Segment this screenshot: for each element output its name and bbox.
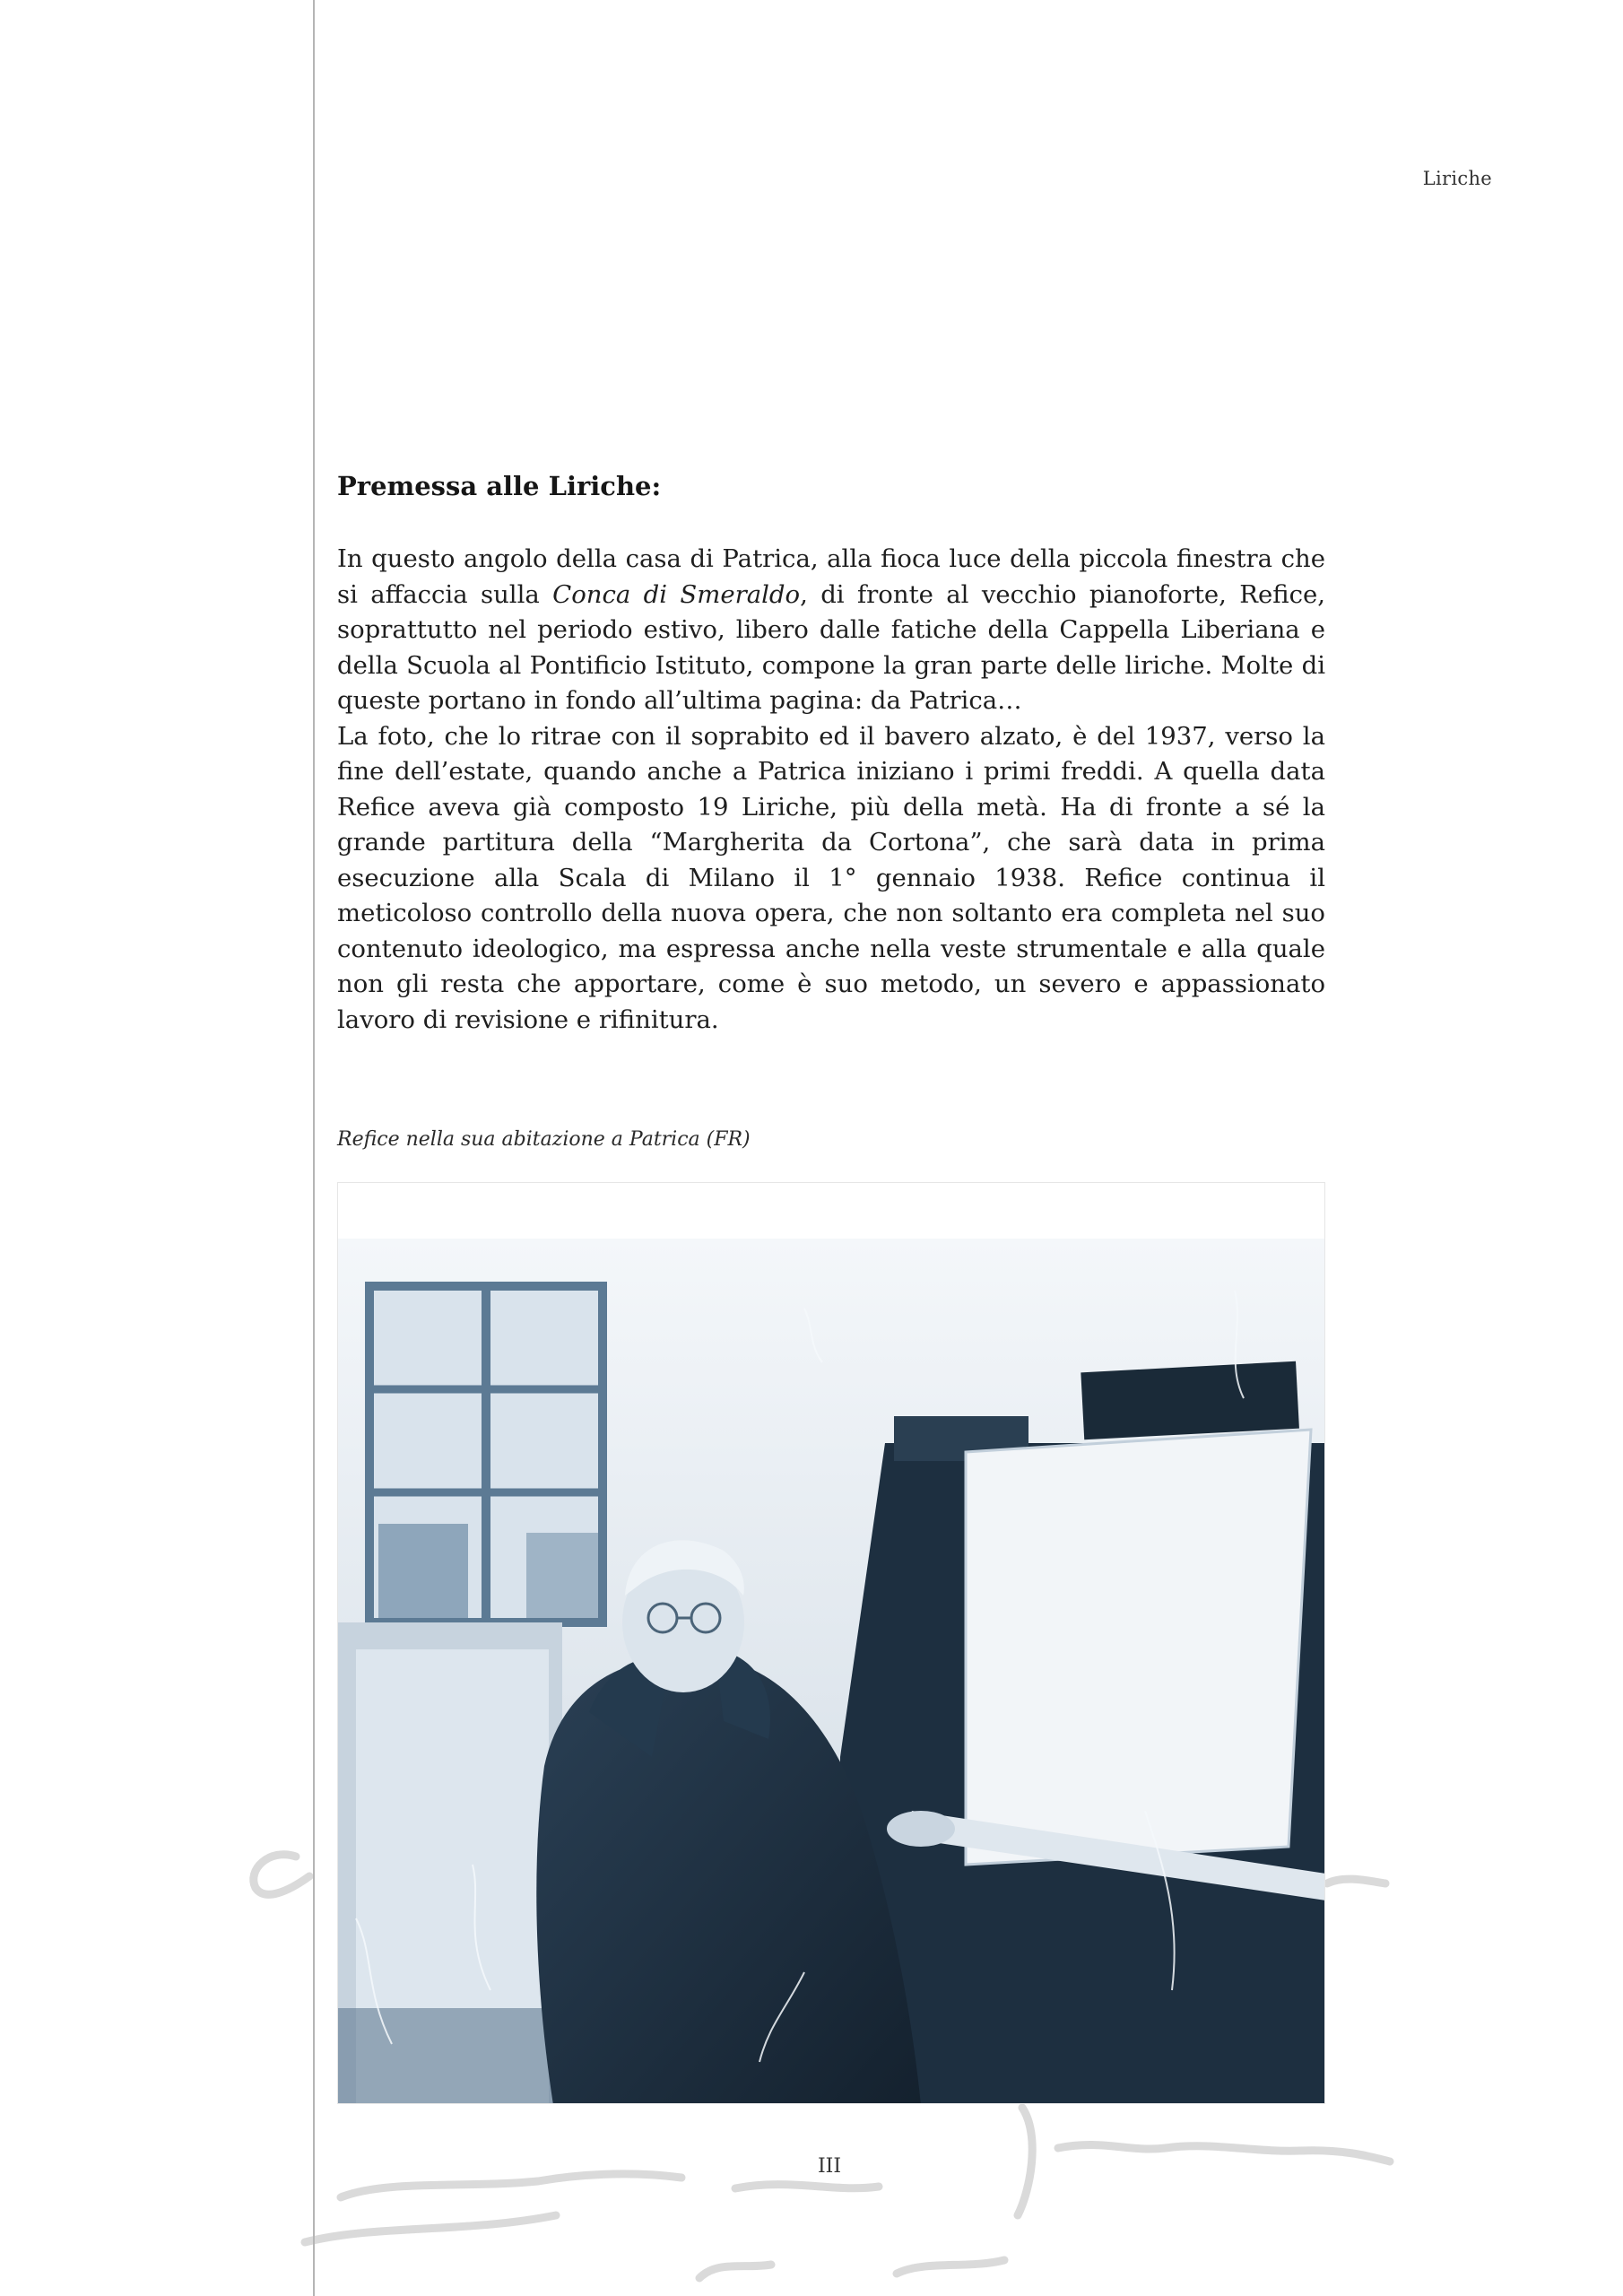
figure-caption: Refice nella sua abitazione a Patrica (FR): [337, 1128, 751, 1151]
page-number: III: [817, 2155, 842, 2178]
running-head: Liriche: [1422, 168, 1492, 189]
photo-refice-at-piano: [337, 1182, 1325, 2104]
paragraph-2: La foto, che lo ritrae con il soprabito ed il bavero alzato, è del 1937, verso la fine dell’estate, quando anche a Patrica iniziano i primi freddi. A quella data Refice aveva già composto 19 Liriche, più della metà. Ha di fronte a sé la grande partitura della “Margherita da Cortona”, che sarà data in prima esecuzione alla Scala di Milano il 1° gennaio 1938. Refice continua il meticoloso controllo della nuova opera, che non soltanto era completa nel suo contenuto ideologico, ma espressa anche nella veste strumentale e alla quale non gli resta che apportare, come è suo metodo, un severo e appassionato lavoro di revisione e rifinitura.: [337, 721, 1325, 1034]
paragraph-1-start: In questo angolo della casa di Patrica, alla fioca luce della piccola finestra che si affaccia sulla: [337, 544, 1325, 609]
photo-illustration: [338, 1183, 1325, 2104]
paragraph-1: [337, 542, 1325, 719]
section-title: Premessa alle Liriche:: [337, 471, 662, 501]
paragraph-1-end: , di fronte al vecchio pianoforte, Refice, soprattutto nel periodo estivo, libero dalle fatiche della Cappella Liberiana e della Scuola al Pontificio Istituto, compone la gran parte delle liriche. Molte di queste portano in fondo all’ultima pagina: da Patrica…: [337, 579, 1325, 715]
body-text: [337, 542, 1325, 1038]
margin-rule: [313, 0, 315, 2296]
paragraph-1-italic: Conca di Smeraldo: [552, 579, 801, 609]
